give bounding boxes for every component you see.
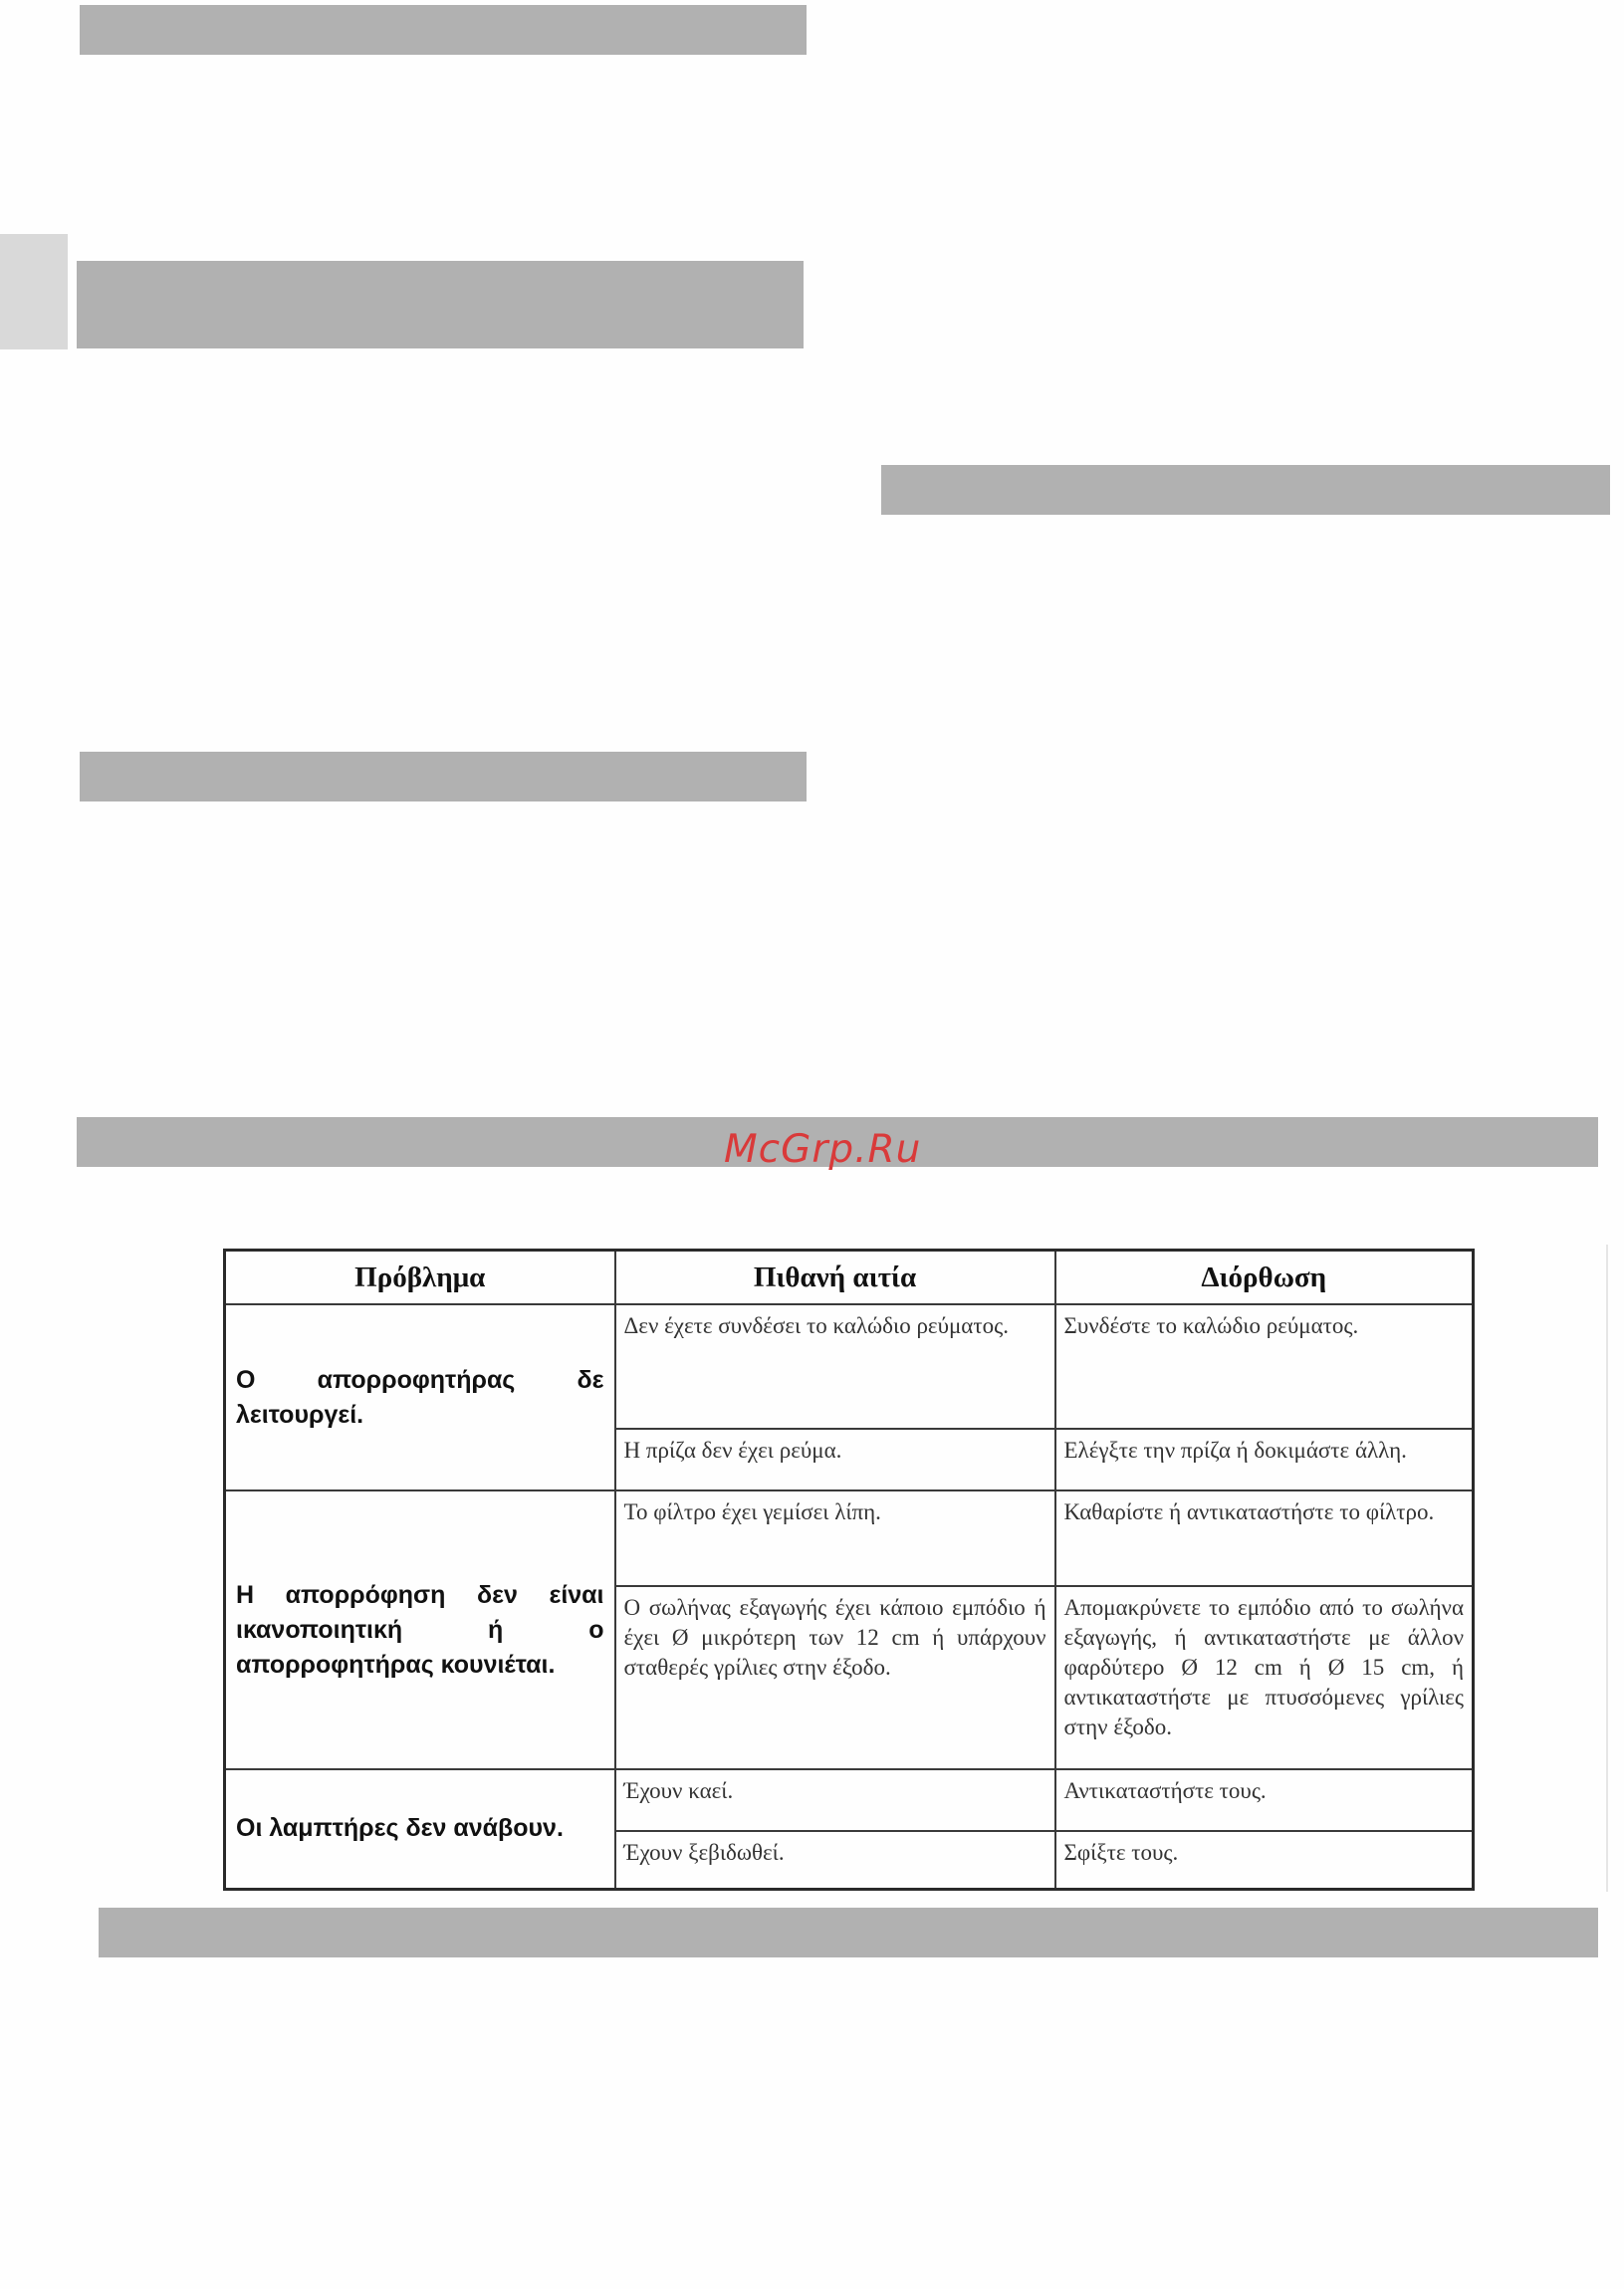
problem-cell: Η απορρόφηση δεν είναι ικανοποιητική ή ο απορροφητήρας κουνιέται. (225, 1490, 615, 1769)
header-problem: Πρόβλημα (225, 1251, 615, 1305)
side-tab-marker (0, 234, 68, 349)
section-header-bar-3 (881, 465, 1610, 515)
problem-cell: Ο απορροφητήρας δε λειτουργεί. (225, 1304, 615, 1490)
fix-cell: Συνδέστε το καλώδιο ρεύματος. (1055, 1304, 1474, 1429)
troubleshooting-table (223, 1249, 1475, 1891)
cause-cell: Έχουν ξεβιδωθεί. (615, 1831, 1055, 1889)
fix-cell: Ελέγξτε την πρίζα ή δοκιμάστε άλλη. (1055, 1429, 1474, 1490)
problem-cell: Οι λαμπτήρες δεν ανάβουν. (225, 1769, 615, 1889)
fix-cell: Αντικαταστήστε τους. (1055, 1769, 1474, 1831)
section-header-bar-6 (99, 1908, 1598, 1957)
cause-cell: Έχουν καεί. (615, 1769, 1055, 1831)
cause-cell: Η πρίζα δεν έχει ρεύμα. (615, 1429, 1055, 1490)
cause-cell: Το φίλτρο έχει γεμίσει λίπη. (615, 1490, 1055, 1586)
fix-cell: Απομακρύνετε το εμπόδιο από το σωλήνα εξαγωγής, ή αντικαταστήστε με άλλον φαρδύτερο Ø 12 cm ή Ø 15 cm, ή αντικαταστήστε με πτυσσόμενες γρίλιες στην έξοδο. (1055, 1586, 1474, 1769)
fix-cell: Καθαρίστε ή αντικαταστήστε το φίλτρο. (1055, 1490, 1474, 1586)
section-header-bar-4 (80, 752, 807, 801)
table-row (225, 1769, 1474, 1831)
table-header-row (225, 1251, 1474, 1305)
table-row (225, 1490, 1474, 1586)
watermark: McGrp.Ru (724, 1127, 922, 1172)
section-header-bar-1 (80, 5, 807, 55)
fix-cell: Σφίξτε τους. (1055, 1831, 1474, 1889)
section-header-bar-2 (77, 261, 804, 348)
header-cause: Πιθανή αιτία (615, 1251, 1055, 1305)
cause-cell: Δεν έχετε συνδέσει το καλώδιο ρεύματος. (615, 1304, 1055, 1429)
troubleshooting-table-wrapper (223, 1249, 1472, 1890)
cause-cell: Ο σωλήνας εξαγωγής έχει κάποιο εμπόδιο ή έχει Ø μικρότερη των 12 cm ή υπάρχουν σταθερές γρίλιες στην έξοδο. (615, 1586, 1055, 1769)
table-row (225, 1304, 1474, 1429)
margin-rule (1606, 1245, 1608, 1892)
header-fix: Διόρθωση (1055, 1251, 1474, 1305)
